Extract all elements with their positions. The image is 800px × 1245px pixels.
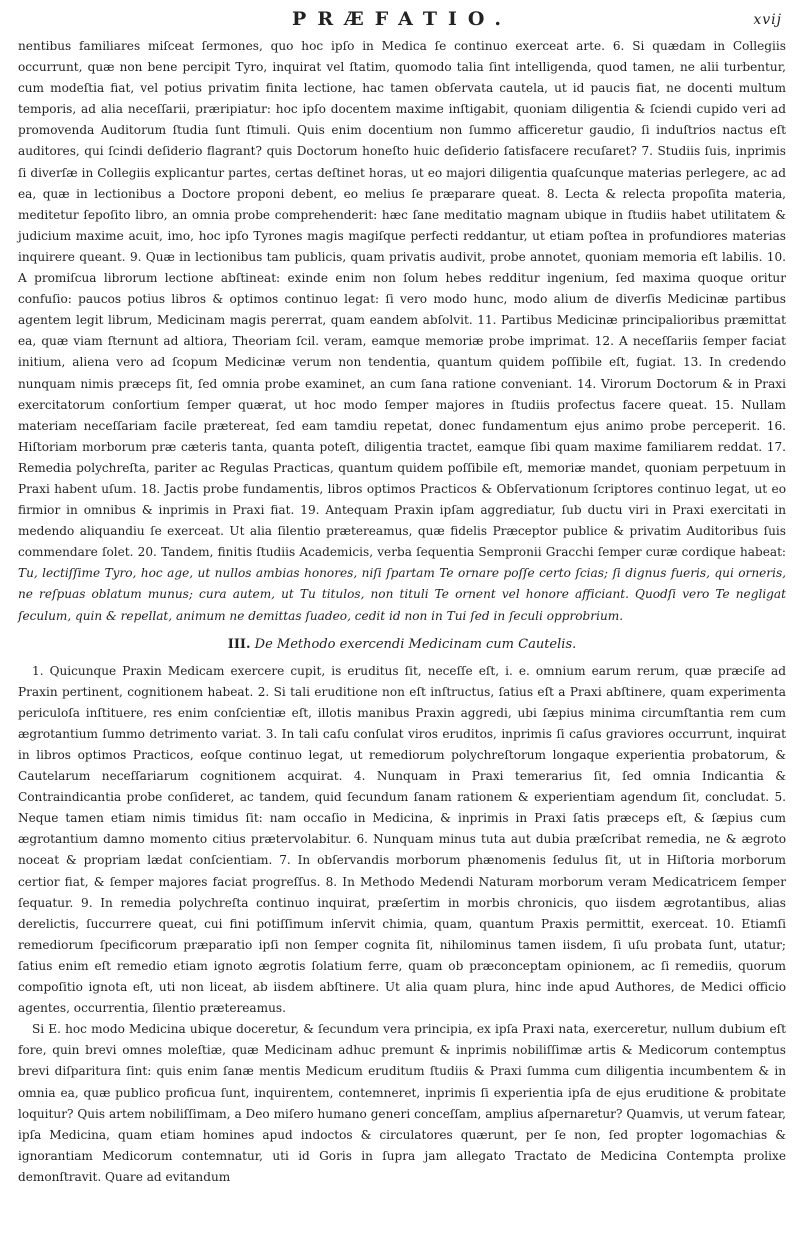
section-number: III. — [227, 636, 251, 652]
body-paragraph-2: 1. Quicunque Praxin Medicam exercere cupit, is eruditus ſit, neceſſe eſt, i. e. omnium earum rerum, quæ præciſe ad Praxin pertinent, cognitionem habeat. 2. Si tali eruditione non eſt inſtructus, ſatius eſt a Praxi abſtinere, quam experimenta periculoſa inſtituere, res enim conſcientiæ eſt, illotis manibus Praxin aggredi, ubi ſæpius minima circumſtantia rem cum ægrotantium ſummo detrimento variat. 3. In tali caſu conſulat viros eruditos, inprimis ſi caſus graviores occurrunt, inquirat in libros optimos Practicos, eoſque continuo legat, ut remediorum polychreſtorum longaque experientia probatorum, & Cautelarum neceſſariarum cognitionem acquirat. 4. Nunquam in Praxi temerarius ſit, ſed omnia Indicantia & Contraindicantia probe conſideret, ac tandem, quid ſecundum ſanam rationem & experientiam agendum ſit, concludat. 5. Neque tamen etiam nimis timidus ſit: nam occaſio in Medicina, & inprimis in Praxi ſatis præceps eſt, & ſæpius cum ægrotantium damno momento citius prætervolabitur. 6. Nunquam minus tuta aut dubia præſcribat remedia, ne & ægroto noceat & propriam lædat conſcientiam. 7. In obſervandis morborum phænomenis ſedulus ſit, ut in Hiſtoria morborum certior fiat, & ſemper majores faciat progreſſus. 8. In Methodo Medendi Naturam morborum veram Medicatricem ſemper ſequatur. 9. In remedia polychreſta continuo inquirat, præſertim in morbis chronicis, quo iisdem ægrotantibus, alias derelictis, ſuccurrere queat, cui fini potiſſimum inſervit chimia, quam, quantum Praxis permittit, exerceat. 10. Etiamſi remediorum ſpecificorum præparatio ipſi non ſemper cognita ſit, nihilominus tamen iisdem, ſi uſu probata ſunt, utatur; ſatius enim eſt remedio etiam ignoto ægrotis ſolatium ferre, quam ob præconceptam opinionem, ac ſi remediis, quorum compoſitio ignota eſt, uti non liceat, ab iisdem abſtinere. Ut alia quam plura, hinc inde apud Authores, de Medici officio agentes, occurrentia, ſilentio prætereamus. — [18, 663, 786, 1016]
section-title: De Methodo exercendi Medicinam cum Cautelis. — [254, 636, 577, 652]
running-title: PRÆFATIO. — [292, 8, 512, 30]
section-heading — [18, 635, 786, 655]
body-paragraph-3: Si E. hoc modo Medicina ubique doceretur, & ſecundum vera principia, ex ipſa Praxi nata, exerceretur, nullum dubium eſt fore, quin brevi omnes moleſtiæ, quæ Medicinam adhuc premunt & inprimis nobiliſſimæ artis & Medicorum contemptus brevi diſpariturа ſint: quis enim ſanæ mentis Medicum eruditum ſtudiis & Praxi ſumma cum diligentia incumbentem & in omnia ea, quæ publico proficua ſunt, inquirentem, contemneret, inprimis ſi experientia ipſa de ejus eruditione & probitate loquitur? Quis artem nobiliſſimam, a Deo miſero humano generi conceſſam, amplius aſpernaretur? Quamvis, ut verum fatear, ipſa Medicina, quam etiam homines apud indoctos & circulatores quærunt, per ſe non, ſed propter logomachias & ignorantiam Medicorum contemnatur, uti id Goris in ſupra jam allegato Tractato de Medicina Contempta prolixe demonſtravit. Quare ad evitandum — [18, 1022, 786, 1184]
body-paragraph-1 — [18, 36, 786, 627]
page-number: xvij — [753, 12, 782, 28]
gracchus-quote: Tu, lectiſſime Tyro, hoc age, ut nullos ambias honores, niſi ſpartam Te ornare poſſe certo ſcias; ſi dignus fueris, qui orneris, ne reſpuas oblatum munus; cura autem, ut Tu titulos, non tituli Te ornent vel honore afficiant. Quodſi vero Te negligat ſeculum, quin & repellat, animum ne demittas ſuadeo, cedit id non in Tui ſed in ſeculi opprobrium. — [18, 566, 786, 623]
body-text-1: nentibus familiares miſceat ſermones, quo hoc ipſo in Medica ſe continuo exerceat arte. 6. Si quædam in Collegiis occurrunt, quæ non bene percipit Tyro, inquirat vel ſtatim, quomodo talia ſint intelligenda, quod tamen, ne alii turbentur, cum modeſtia fiat, vel potius privatim finita lectione, hac tamen obſervata cautela, ut id paucis fiat, ne docenti multum temporis, ad alia neceſſarii, præripiatur: hoc ipſo docentem maxime inſtigabit, quoniam diligentia & ſciendi cupido veri ad promovenda Auditorum ſtudia ſunt ſtimuli. Quis enim docentium non ſummo afficeretur gaudio, ſi induſtrios nactus eſt auditores, qui ſcindi deſiderio flagrant? quis Doctorum honeſto huic deſiderio ſatisfacere recuſaret? 7. Studiis ſuis, inprimis ſi diverſæ in Collegiis explicantur partes, certas deſtinet horas, ut eo majori diligentia quaſcunque materias perlegere, ac ad ea, quæ in lectionibus a Doctore proponi debent, eo melius ſe præparare queat. 8. Lecta & relecta propoſita materia, meditetur ſepoſito libro, an omnia probe comprehenderit: hæc ſane meditatio magnam ubique in ſtudiis habet utilitatem & judicium maxime acuit, imo, hoc ipſo Tyrones magis magiſque perfecti reddantur, ut etiam poſtea in profundiores materias inquirere queant. 9. Quæ in lectionibus tam publicis, quam privatis audivit, probe annotet, quoniam memoria eſt labilis. 10. A promiſcua librorum lectione abſtineat: exinde enim non ſolum hebes redditur ingenium, ſed maxima quoque oritur confuſio: paucos potius libros & optimos continuo legat: ſi vero modo hunc, modo alium de diverſis Medicinæ partibus agentem legit librum, Medicinam magis pererrat, quam eandem abſolvit. 11. Partibus Medicinæ principalioribus præmittat ea, quæ viam ſternunt ad altiora, Theoriam ſcil. veram, eamque memoriæ probe imprimat. 12. A neceſſariis ſemper faciat initium, aliena vero ad ſcopum Medicinæ verum non tendentia, quantum quidem poſſibile eſt, fugiat. 13. In credendo nunquam nimis præceps ſit, ſed omnia probe examinet, an cum ſana ratione conveniant. 14. Virorum Doctorum & in Praxi exercitatorum conſortium ſemper quærat, ut hoc modo ſemper majores in ſtudiis profectus facere queat. 15. Nullam materiam neceſſariam facile prætereat, ſed eam tamdiu repetat, donec fundamentum ejus animo probe perceperit. 16. Hiſtoriam morborum præ cæteris tanta, quanta poteſt, diligentia tractet, eamque ſibi quam maxime familiarem reddat. 17. Remedia polychreſta, pariter ac Regulas Practicas, quantum quidem poſſibile eſt, memoriæ mandet, quoniam perpetuum in Praxi habent uſum. 18. Jactis probe fundamentis, libros optimos Practicos & Obſervationum ſcriptores continuo legat, ut eo firmior in omnibus & inprimis in Praxi fiat. 19. Antequam Praxin ipſam aggrediatur, ſub ductu viri in Praxi exercitati in medendo aliquandiu ſe exerceat. Ut alia ſilentio prætereamus, quæ fidelis Præceptor publice & privatim Auditoribus ſuis commendare ſolet. 20. Tandem, finitis ſtudiis Academicis, verba ſequentia Sempronii Gracchi ſemper curæ cordique habeat: — [18, 39, 786, 560]
page-header — [18, 6, 786, 36]
